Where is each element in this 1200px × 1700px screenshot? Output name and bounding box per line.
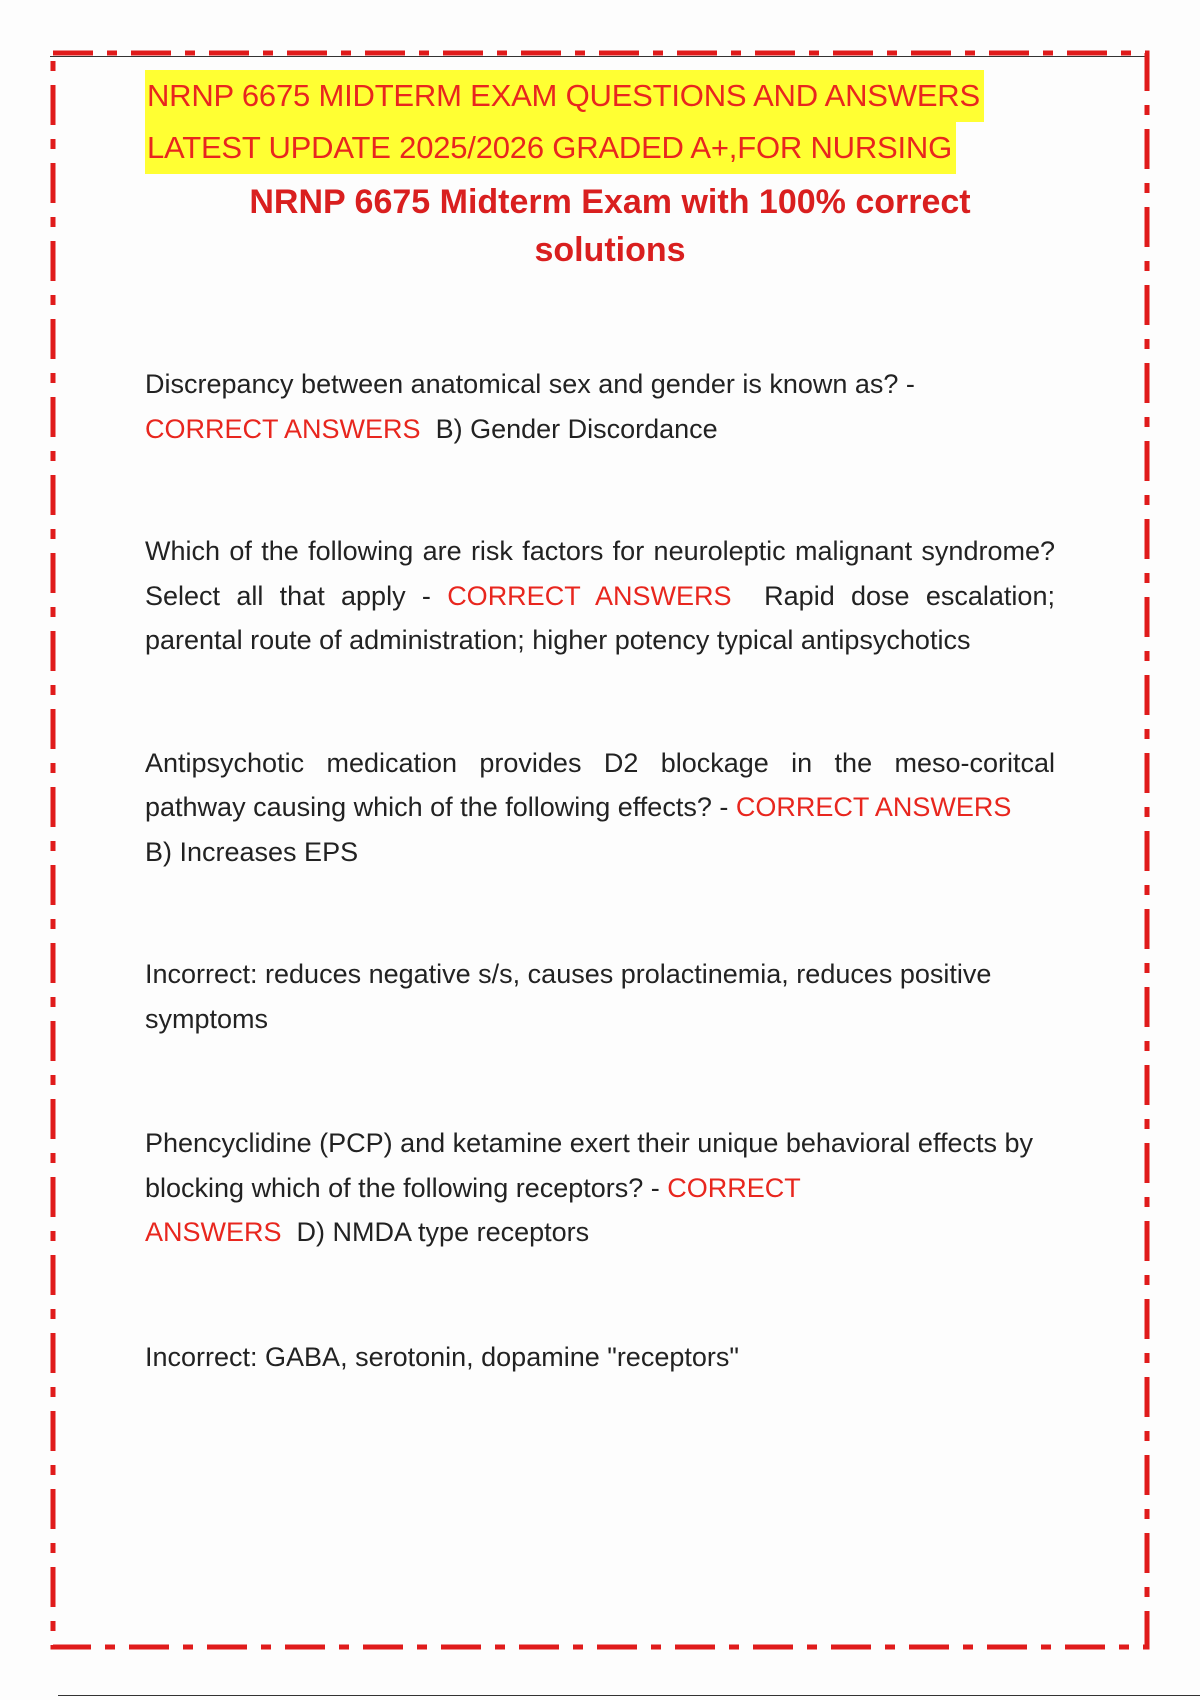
subtitle xyxy=(145,178,1055,274)
highlighted-title xyxy=(145,70,1055,174)
correct-answers-label: CORRECT ANSWERS xyxy=(447,580,732,611)
question-text: Which of the following are risk factors for neuroleptic malignant syndrome? Select all that apply - xyxy=(145,536,1055,611)
title-line-2: LATEST UPDATE 2025/2026 GRADED A+,FOR NURSING xyxy=(145,122,956,174)
note-text: Incorrect: GABA, serotonin, dopamine "receptors" xyxy=(145,1341,739,1372)
qa-item-3 xyxy=(145,741,1055,875)
question-text: Discrepancy between anatomical sex and gender is known as? - xyxy=(145,369,915,399)
document-body xyxy=(145,70,1055,1379)
note-text: Incorrect: reduces negative s/s, causes prolactinemia, reduces positive symptoms xyxy=(145,959,992,1034)
incorrect-note-2 xyxy=(145,1335,1055,1380)
question-text: Antipsychotic medication provides D2 blockage in the meso-coritcal pathway causing which of the following effects? - xyxy=(145,747,1055,822)
subtitle-line-1: NRNP 6675 Midterm Exam with 100% correct xyxy=(249,183,971,221)
qa-item-2 xyxy=(145,529,1055,663)
qa-item-4 xyxy=(145,1121,1055,1255)
title-line-1: NRNP 6675 MIDTERM EXAM QUESTIONS AND ANSWERS xyxy=(145,70,984,122)
question-text: Phencyclidine (PCP) and ketamine exert their unique behavioral effects by blocking which of the following receptors? - xyxy=(145,1128,1033,1203)
subtitle-line-2: solutions xyxy=(534,231,686,269)
incorrect-note-1 xyxy=(145,952,1055,1041)
correct-answers-label: CORRECT ANSWERS xyxy=(735,792,1012,822)
correct-answers-label: CORRECT ANSWERS xyxy=(145,413,421,444)
answer-text: B) Increases EPS xyxy=(145,836,359,867)
bottom-hairline xyxy=(58,1695,1200,1696)
answer-text: B) Gender Discordance xyxy=(435,413,718,444)
correct-label-part-1: CORRECT xyxy=(667,1172,801,1203)
correct-label-part-2: ANSWERS xyxy=(145,1217,282,1247)
answer-text: Rapid dose escalation; parental route of administration; higher potency typical antipsychotics xyxy=(145,580,1055,655)
qa-item-1 xyxy=(145,362,1055,451)
answer-text: D) NMDA type receptors xyxy=(296,1217,590,1247)
